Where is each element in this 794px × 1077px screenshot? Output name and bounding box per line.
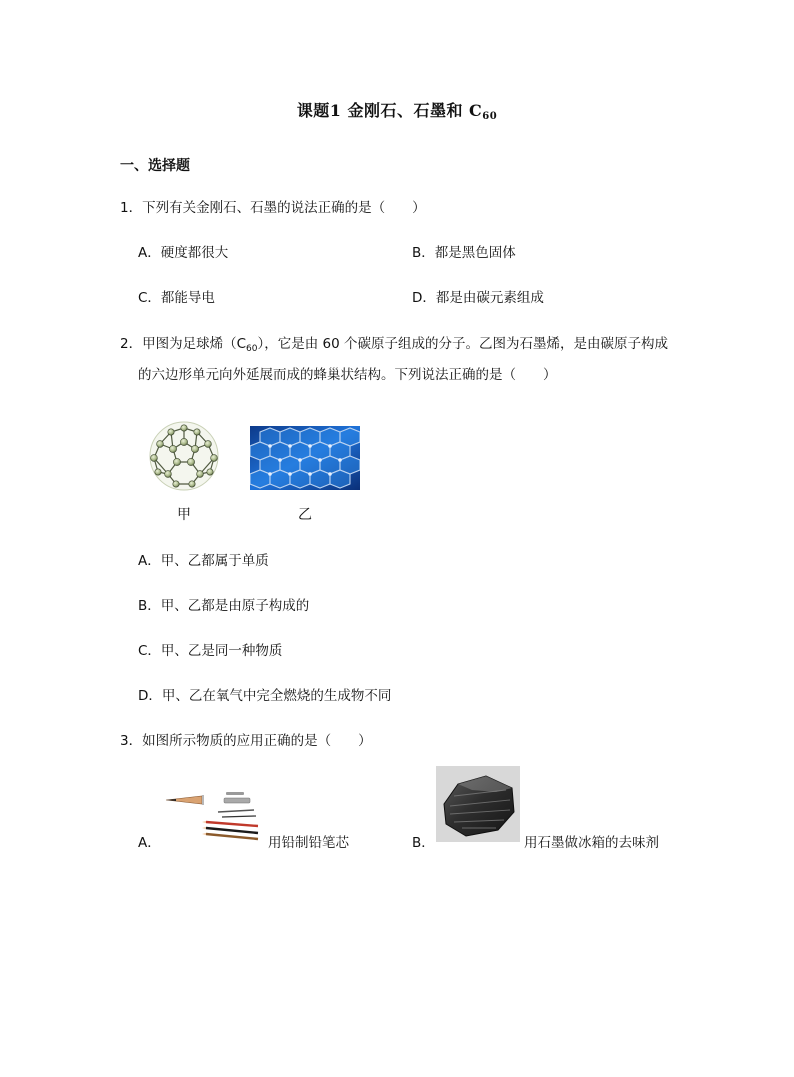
q1-option-d: D．都是由碳元素组成 [412,290,544,306]
q1-option-c: C．都能导电 [138,290,215,306]
graphite-chunk-image [436,766,520,842]
q3-option-b-label: B． [412,835,435,851]
fullerene-molecule-image [140,418,228,494]
title-main: 课题1 金刚石、石墨和 C [296,101,483,120]
q1-stem: 1．下列有关金刚石、石墨的说法正确的是（ ） [120,200,426,216]
figure-caption-yi: 乙 [298,507,312,523]
q2-option-a: A．甲、乙都属于单质 [138,553,269,569]
q2-line1-post: ），它是由 60 个碳原子组成的分子。乙图为石墨烯，是由碳原子构成 [257,336,668,352]
title-subscript: 60 [482,111,498,122]
q1-option-a: A．硬度都很大 [138,245,229,261]
q2-option-d: D．甲、乙在氧气中完全燃烧的生成物不同 [138,688,392,704]
q3-option-a-text: 用铅制铅笔芯 [268,835,349,851]
q2-stem-line2: 的六边形单元向外延展而成的蜂巢状结构。下列说法正确的是（ ） [138,367,557,383]
q1-option-b: B．都是黑色固体 [412,245,516,261]
q2-line1-subscript: 60 [246,344,258,354]
q2-stem-line1 [120,335,668,358]
pencils-image [162,788,262,850]
q3-option-b-text: 用石墨做冰箱的去味剂 [524,835,659,851]
section-heading: 一、选择题 [120,158,190,174]
q2-line1-pre: 2．甲图为足球烯（C [120,336,247,352]
graphene-lattice-image [250,426,360,490]
q2-option-b: B．甲、乙都是由原子构成的 [138,598,310,614]
q3-stem: 3．如图所示物质的应用正确的是（ ） [120,733,372,749]
q2-option-c: C．甲、乙是同一种物质 [138,643,283,659]
figure-caption-jia: 甲 [177,507,191,523]
page-title [0,98,794,122]
q3-option-a-label: A． [138,835,161,851]
